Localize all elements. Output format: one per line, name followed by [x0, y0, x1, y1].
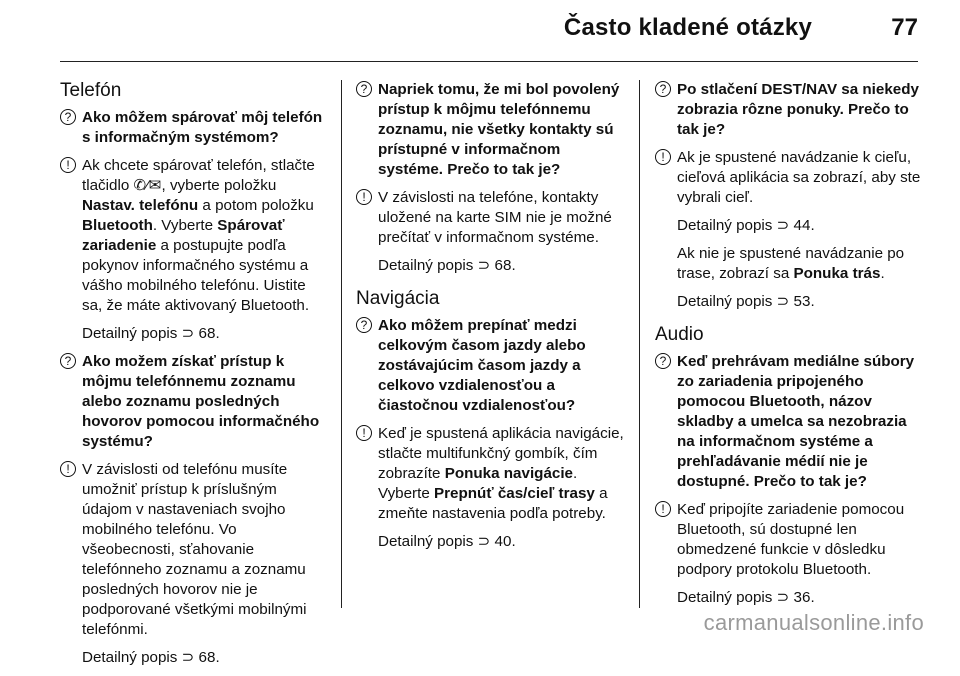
question-mark-icon: ?: [655, 353, 671, 369]
faq-question: [356, 316, 624, 416]
faq-question: [356, 80, 624, 180]
answer-text: . Vyberte: [378, 465, 578, 502]
detail-reference: Detailný popis ⊃ 44.: [677, 217, 815, 234]
answer-text: Ak chcete spárovať telefón, stlačte tlačidlo: [82, 157, 315, 194]
answer-text: .: [880, 265, 885, 282]
phone-button-icon: ✆⁄✉: [133, 177, 162, 194]
question-text: Ako možem získať prístup k môjmu telefónnemu zoznamu alebo zoznamu posledných hovorov pomocou informačného systému?: [82, 353, 320, 450]
detail-reference: Detailný popis ⊃ 68.: [82, 649, 220, 666]
question-text: Ako môžem prepínať medzi celkovým časom jazdy alebo zostávajúcim časom jazdy a celkovo vzdialenosťou a čiastočnou vzdialenosťou?: [378, 317, 586, 414]
exclamation-icon: !: [655, 501, 671, 517]
page-number: 77: [891, 14, 918, 41]
faq-question: [60, 108, 328, 148]
exclamation-icon: !: [60, 157, 76, 173]
column-2: [356, 80, 624, 560]
faq-answer: [655, 148, 925, 208]
answer-text: Ak nie je spustené navádzanie po trase, zobrazí sa: [677, 245, 905, 282]
faq-question: [655, 352, 925, 492]
menu-term: Ponuka navigácie: [444, 465, 574, 482]
question-text: Keď prehrávam mediálne súbory zo zariadenia pripojeného pomocou Bluetooth, názov skladby a umelca sa nezobrazia na informačnom systéme a prehľadávanie médií nie je dostupné. Prečo to tak je?: [677, 353, 915, 490]
faq-answer: [356, 188, 624, 248]
column-divider: [341, 80, 342, 608]
detail-reference: Detailný popis ⊃ 53.: [677, 293, 815, 310]
answer-text: V závislosti od telefónu musíte umožniť prístup k príslušným údajom v nastaveniach svojho mobilného telefónu. Vo všeobecnosti, sťahovanie telefónneho zoznamu a zoznamu posledných hovorov nie je podporované všetkými mobilnými telefónmi.: [82, 461, 307, 638]
answer-text: . Vyberte: [152, 217, 218, 234]
question-mark-icon: ?: [60, 109, 76, 125]
detail-reference: Detailný popis ⊃ 40.: [378, 533, 516, 550]
question-text: Ako môžem spárovať môj telefón s informačným systémom?: [82, 109, 323, 146]
faq-answer: [655, 500, 925, 580]
menu-term: Ponuka trás: [793, 265, 881, 282]
answer-text: a zmeňte nastavenia podľa potreby.: [378, 485, 608, 522]
answer-text: Keď pripojíte zariadenie pomocou Bluetooth, sú dostupné len obmedzené funkcie v dôsledku podpory protokolu Bluetooth.: [677, 501, 905, 578]
question-mark-icon: ?: [356, 81, 372, 97]
faq-question: [60, 352, 328, 452]
page-header-title: Často kladené otázky: [563, 14, 812, 41]
answer-text: Ak je spustené navádzanie k cieľu, cieľová aplikácia sa zobrazí, aby ste vybrali cieľ.: [677, 149, 921, 206]
question-text: Napriek tomu, že mi bol povolený prístup k môjmu telefónnemu zoznamu, nie všetky kontakty sú prístupné v informačnom systéme. Prečo to tak je?: [378, 81, 620, 178]
section-title-navigacia: Navigácia: [356, 288, 440, 309]
menu-term: Bluetooth: [82, 217, 153, 234]
exclamation-icon: !: [655, 149, 671, 165]
question-mark-icon: ?: [356, 317, 372, 333]
menu-term: Spárovať zariadenie: [82, 217, 285, 254]
question-text: Po stlačení DEST/NAV sa niekedy zobrazia rôzne ponuky. Prečo to tak je?: [677, 81, 919, 138]
faq-answer: [60, 460, 328, 640]
detail-reference: Detailný popis ⊃ 68.: [378, 257, 516, 274]
detail-reference: Detailný popis ⊃ 36.: [677, 589, 815, 606]
column-divider: [639, 80, 640, 608]
question-mark-icon: ?: [60, 353, 76, 369]
answer-text: , vyberte položku: [161, 177, 277, 194]
watermark: carmanualsonline.info: [703, 610, 924, 635]
question-mark-icon: ?: [655, 81, 671, 97]
faq-question: [655, 80, 925, 140]
exclamation-icon: !: [356, 189, 372, 205]
exclamation-icon: !: [356, 425, 372, 441]
answer-text: V závislosti na telefóne, kontakty uložené na karte SIM nie je možné prečítať v informačnom systéme.: [378, 189, 612, 246]
answer-text: a postupujte podľa pokynov informačného systému a vášho mobilného telefónu. Uistite sa, že máte aktivovaný Bluetooth.: [82, 237, 310, 314]
detail-reference: Detailný popis ⊃ 68.: [82, 325, 220, 342]
column-3: [655, 80, 925, 616]
faq-answer: [60, 156, 328, 316]
faq-answer: [356, 424, 624, 524]
answer-text: a potom položku: [198, 197, 314, 214]
exclamation-icon: !: [60, 461, 76, 477]
answer-paragraph: [655, 244, 925, 284]
section-title-telefon: Telefón: [60, 80, 122, 101]
menu-term: Prepnúť čas/cieľ trasy: [434, 485, 595, 502]
answer-text: Keď je spustená aplikácia navigácie, stlačte multifunkčný gombík, čím zobrazíte: [378, 425, 624, 482]
section-title-audio: Audio: [655, 324, 704, 345]
menu-term: Nastav. telefónu: [82, 197, 199, 214]
column-1: [60, 80, 328, 676]
header-divider: [60, 61, 918, 62]
